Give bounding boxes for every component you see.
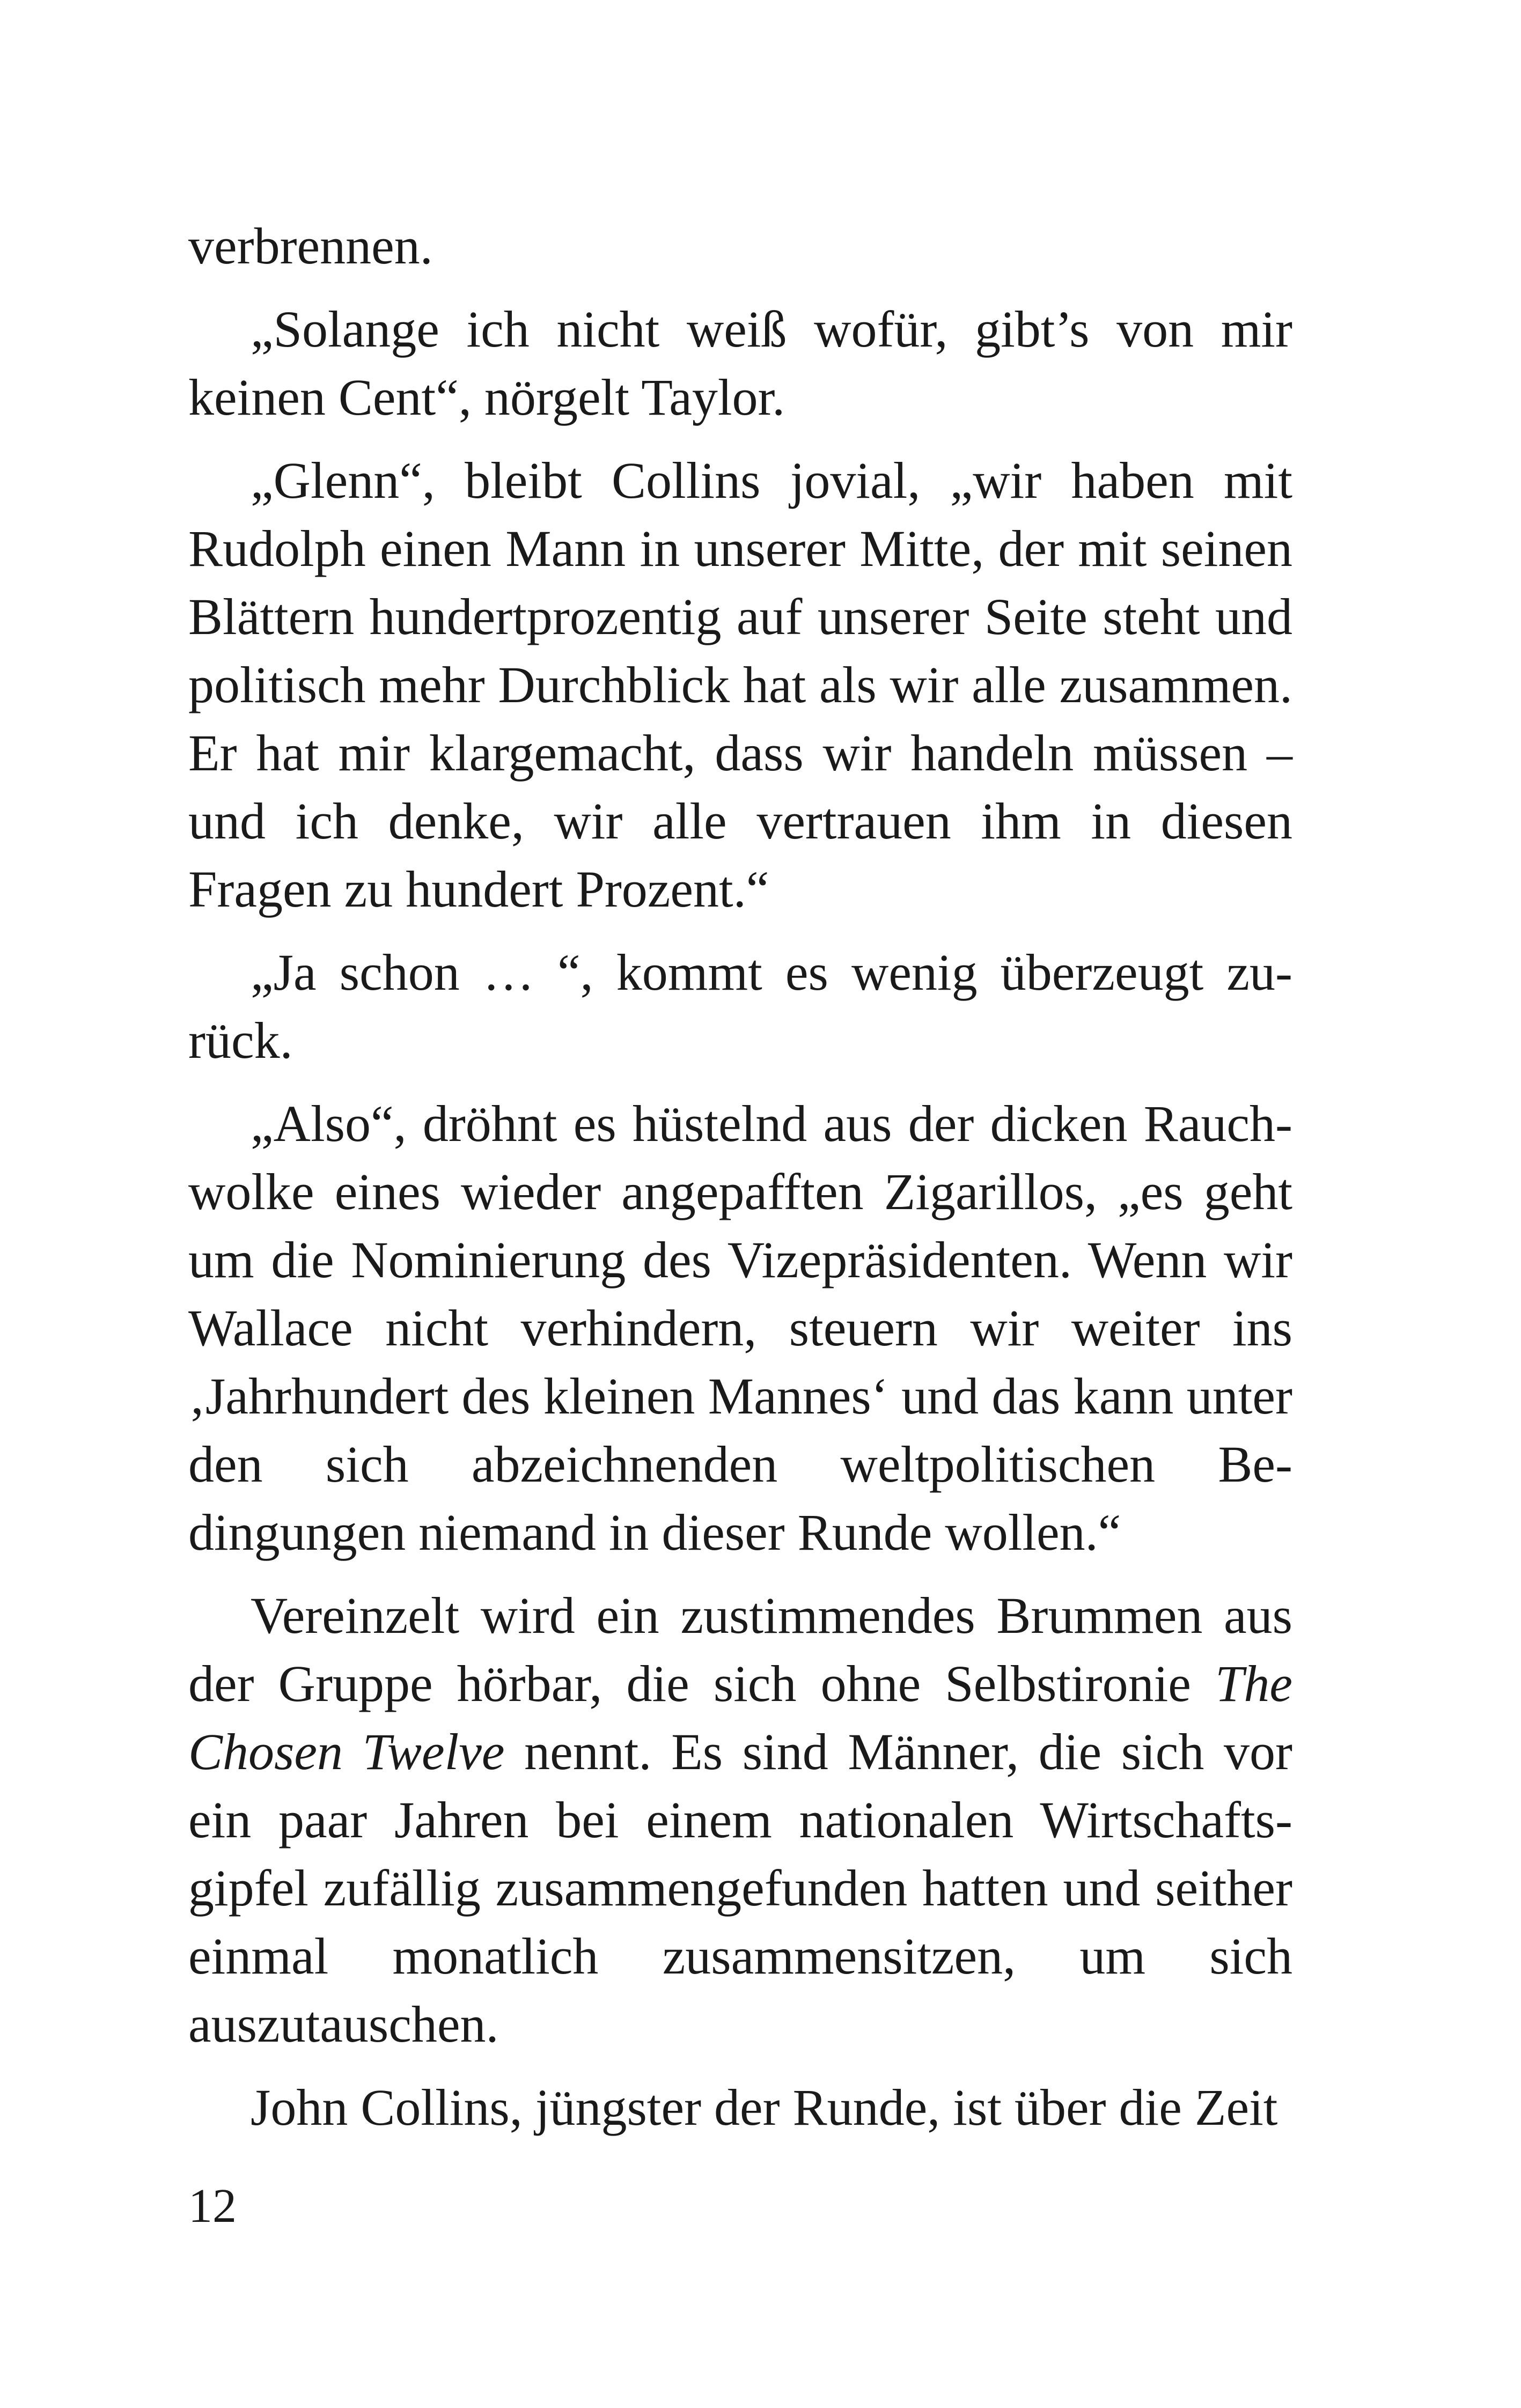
paragraph-3 xyxy=(188,446,1292,923)
paragraph-4 xyxy=(188,938,1292,1074)
paragraph-6 xyxy=(188,1581,1292,2058)
paragraph-2-text: „Solange ich nicht weiß wofür, gibt’s von mir keinen Cent“, nörgelt Taylor. xyxy=(188,300,1292,426)
book-title-italic: The Chosen Twelve xyxy=(188,1655,1292,1780)
paragraph-6-text-b: nennt. Es sind Männer, die sich vor ein paar Jahren bei einem nationalen Wirtschaftsgipfel zufällig zusammengefunden hatten und seither einmal monatlich zusammensitzen, um sich auszutauschen. xyxy=(188,1723,1293,2053)
body-text xyxy=(188,212,1292,2141)
paragraph-1-text: verbrennen. xyxy=(188,217,433,275)
paragraph-3-text: „Glenn“, bleibt Collins jovial, „wir haben mit Rudolph einen Mann in unserer Mitte, der mit seinen Blättern hundertprozentig auf unserer Seite steht und politisch mehr Durchblick hat als wir alle zusammen. Er hat mir klargemacht, dass wir handeln müssen – und ich denke, wir alle vertrauen ihm in diesen Fragen zu hundert Prozent.“ xyxy=(188,452,1292,918)
paragraph-2 xyxy=(188,295,1292,431)
paragraph-7-text: John Collins, jüngster der Runde, ist über die Zeit xyxy=(251,2079,1278,2136)
page-number: 12 xyxy=(188,2179,237,2233)
paragraph-5-text: „Also“, dröhnt es hüstelnd aus der dicken Rauchwolke eines wieder angepafften Zigarillos, „es geht um die Nominierung des Vizepräsidenten. Wenn wir Wallace nicht verhindern, steuern wir weiter ins ‚Jahrhundert des kleinen Mannes‘ und das kann unter den sich abzeichnenden weltpolitischen Bedingungen niemand in dieser Runde wollen.“ xyxy=(188,1095,1292,1561)
paragraph-5 xyxy=(188,1089,1292,1566)
paragraph-4-text: „Ja schon … “, kommt es wenig überzeugt zurück. xyxy=(188,944,1292,1069)
paragraph-1 xyxy=(188,212,1292,280)
paragraph-6-text-a: Vereinzelt wird ein zustimmendes Brummen aus der Gruppe hörbar, die sich ohne Selbstironie xyxy=(188,1587,1292,1712)
paragraph-7 xyxy=(188,2073,1292,2141)
